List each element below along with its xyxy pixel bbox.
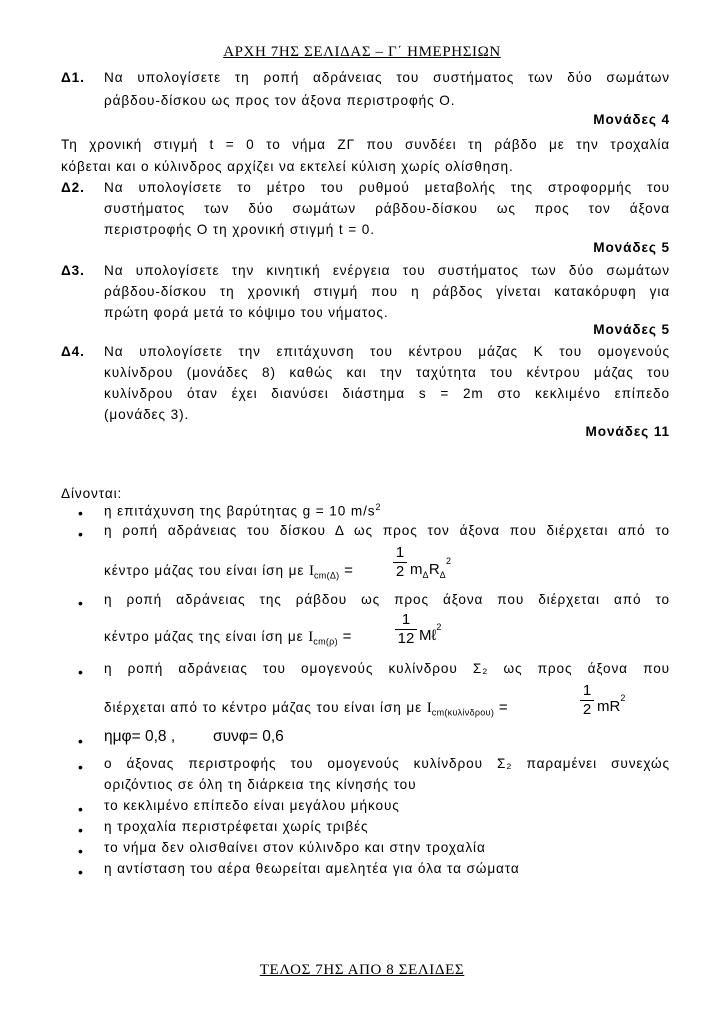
inertia-subscript: cm(Δ) — [313, 570, 340, 581]
fraction — [580, 683, 594, 718]
given-item-line: οριζόντιος σε όλη τη διάρκεια της κίνησής του — [104, 777, 417, 792]
given-item: το κεκλιμένο επίπεδο είναι μεγάλου μήκους — [104, 798, 400, 813]
question-text-line: (μονάδες 3). — [104, 407, 190, 422]
given-trig-cos: συνφ= 0,6 — [213, 728, 284, 745]
points-label: Μονάδες 11 — [585, 424, 670, 439]
fraction-denominator: 2 — [395, 563, 405, 580]
inertia-symbol: I — [426, 700, 432, 716]
given-item-line: η ροπή αδράνειας του δίσκου Δ ως προς τον άξονα που διέρχεται από το — [104, 523, 670, 538]
given-item-line: η ροπή αδράνειας της ράβδου ως προς άξονα που διέρχεται από το — [104, 592, 670, 607]
fraction-numerator: 1 — [582, 682, 592, 699]
bullet-icon: • — [78, 505, 84, 521]
fraction-numerator: 1 — [395, 544, 405, 561]
inertia-subscript: cm(κυλίνδρου) — [431, 707, 495, 718]
bullet-icon: • — [78, 822, 84, 838]
inertia-symbol: I — [308, 629, 314, 645]
given-item-line: ο άξονας περιστροφής του ομογενούς κυλίνδρου Σ₂ παραμένει συνεχώς — [104, 756, 670, 771]
given-sup: 2 — [375, 502, 381, 512]
question-text-line: κυλίνδρου (μονάδες 8) καθώς και την ταχύτητα του κέντρου μάζας του — [104, 365, 670, 380]
bullet-icon: • — [78, 664, 84, 680]
bullet-icon: • — [78, 526, 84, 542]
given-text: η επιτάχυνση της βαρύτητας g = 10 m/s — [104, 503, 376, 519]
bullet-icon: • — [78, 733, 84, 749]
bullet-icon: • — [78, 843, 84, 859]
given-text: κέντρο μάζας της είναι ίση με — [104, 629, 304, 644]
given-trig-sin: ημφ= 0,8 , — [104, 728, 176, 745]
fraction — [393, 545, 407, 580]
bullet-icon: • — [78, 864, 84, 880]
equals-sign: = — [498, 699, 508, 716]
question-text-line: Να υπολογίσετε το μέτρο του ρυθμού μεταβολής της στροφορμής του — [104, 180, 670, 195]
question-id: Δ3. — [61, 263, 85, 278]
question-text-line: περιστροφής Ο τη χρονική στιγμή t = 0. — [104, 222, 375, 237]
given-item: το νήμα δεν ολισθαίνει στον κύλινδρο και στην τροχαλία — [104, 840, 486, 855]
question-text-line: Να υπολογίσετε την επιτάχυνση του κέντρου μάζας Κ του ομογενούς — [104, 344, 670, 359]
page-header: ΑΡΧΗ 7ΗΣ ΣΕΛΙΔΑΣ – Γ΄ ΗΜΕΡΗΣΙΩΝ — [223, 44, 501, 60]
given-item-line — [104, 562, 353, 581]
given-text: κέντρο μάζας του είναι ίση με — [104, 563, 305, 578]
intro-line: κόβεται και ο κύλινδρος αρχίζει να εκτελεί κύλιση χωρίς ολίσθηση. — [61, 159, 514, 174]
inertia-subscript: cm(ρ) — [313, 636, 338, 647]
fraction-numerator: 1 — [401, 611, 411, 628]
fraction-denominator: 12 — [397, 630, 415, 647]
formula-tail: $mR^2$ — [597, 693, 626, 715]
fraction — [395, 612, 417, 647]
given-item-line: η ροπή αδράνειας του ομογενούς κυλίνδρου Σ₂ ως προς άξονα που — [104, 661, 670, 676]
question-text-line: Να υπολογίσετε την κινητική ενέργεια του συστήματος των δύο σωμάτων — [104, 263, 670, 278]
question-text-line: συστήματος των δύο σωμάτων ράβδου-δίσκου ως προς τον άξονα — [104, 201, 670, 216]
given-text: διέρχεται από το κέντρο μάζας του είναι ίση με — [104, 700, 423, 715]
formula-tail: $m_\Delta R_\Delta^2$ — [410, 556, 452, 580]
question-text-line: πρώτη φορά μετά το κόψιμο του νήματος. — [104, 305, 389, 320]
bullet-icon: • — [78, 759, 84, 775]
question-id: Δ2. — [61, 180, 85, 195]
bullet-icon: • — [78, 595, 84, 611]
given-title: Δίνονται: — [61, 486, 123, 501]
equals-sign: = — [342, 628, 352, 645]
question-text-line: ράβδου-δίσκου τη χρονική στιγμή που η ράβδος γίνεται κατακόρυφη για — [104, 284, 670, 299]
equals-sign: = — [344, 562, 353, 579]
given-item: η αντίσταση του αέρα θεωρείται αμελητέα για όλα τα σώματα — [104, 861, 520, 876]
given-item — [104, 502, 381, 519]
bullet-icon: • — [78, 801, 84, 817]
points-label: Μονάδες 5 — [593, 240, 670, 255]
question-text-line: Να υπολογίσετε τη ροπή αδράνειας του συστήματος των δύο σωμάτων — [104, 70, 670, 85]
formula-tail: Mℓ$^2$ — [419, 622, 442, 644]
question-text-line: ράβδου-δίσκου ως προς τον άξονα περιστροφής Ο. — [104, 93, 456, 108]
points-label: Μονάδες 5 — [593, 322, 670, 337]
points-label: Μονάδες 4 — [593, 112, 670, 127]
page-footer: ΤΕΛΟΣ 7ΗΣ ΑΠΟ 8 ΣΕΛΙΔΕΣ — [259, 962, 465, 978]
given-item: η τροχαλία περιστρέφεται χωρίς τριβές — [104, 819, 369, 834]
inertia-symbol: I — [308, 563, 314, 579]
fraction-denominator: 2 — [582, 701, 592, 718]
question-text-line: κυλίνδρου όταν έχει διανύσει διάστημα s = 2m στο κεκλιμένο επίπεδο — [104, 386, 670, 401]
question-id: Δ1. — [61, 70, 85, 85]
intro-line: Τη χρονική στιγμή t = 0 το νήμα ΖΓ που συνδέει τη ράβδο με την τροχαλία — [61, 137, 670, 152]
given-item-line — [104, 699, 508, 718]
given-item-line — [104, 628, 351, 647]
question-id: Δ4. — [61, 344, 85, 359]
